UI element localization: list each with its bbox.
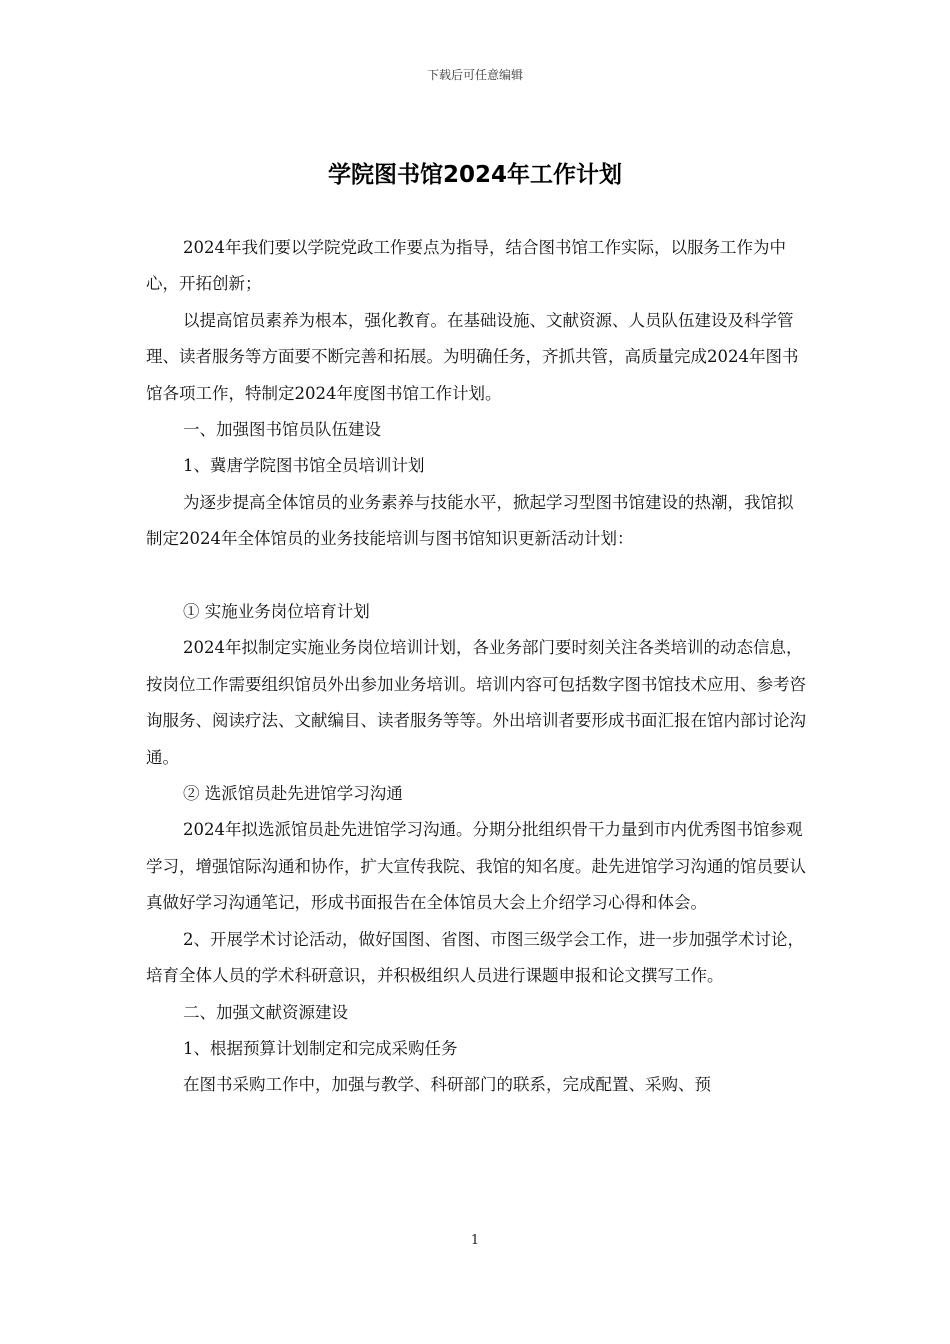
paragraph: 以提高馆员素养为根本，强化教育。在基础设施、文献资源、人员队伍建设及科学管理、读者服务等方面要不断完善和拓展。为明确任务，齐抓共管，高质量完成2024年图书馆各项工作，特制定2024年度图书馆工作计划。	[146, 310, 799, 403]
document-body	[146, 230, 806, 1104]
item-heading: ② 选派馆员赴先进馆学习沟通	[183, 784, 403, 804]
paragraph: 2、开展学术讨论活动，做好国图、省图、市图三级学会工作，进一步加强学术讨论，培育全体人员的学术科研意识，并积极组织人员进行课题申报和论文撰写工作。	[146, 929, 804, 986]
item-heading: ① 实施业务岗位培育计划	[183, 602, 370, 622]
paragraph: 为逐步提高全体馆员的业务素养与技能水平，掀起学习型图书馆建设的热潮，我馆拟制定2024年全体馆员的业务技能培训与图书馆知识更新活动计划：	[146, 492, 794, 549]
section-heading: 二、加强文献资源建设	[183, 1002, 348, 1022]
subsection-heading: 1、冀唐学院图书馆全员培训计划	[183, 456, 425, 476]
document-title: 学院图书馆2024年工作计划	[327, 162, 622, 188]
paragraph: 2024年拟选派馆员赴先进馆学习沟通。分期分批组织骨干力量到市内优秀图书馆参观学习，增强馆际沟通和协作，扩大宣传我院、我馆的知名度。赴先进馆学习沟通的馆员要认真做好学习沟通笔记，形成书面报告在全体馆员大会上介绍学习心得和体会。	[146, 820, 806, 913]
page-header: 下载后可任意编辑	[426, 68, 523, 82]
paragraph: 2024年拟制定实施业务岗位培训计划，各业务部门要时刻关注各类培训的动态信息，按岗位工作需要组织馆员外出参加业务培训。培训内容可包括数字图书馆技术应用、参考咨询服务、阅读疗法、文献编目、读者服务等等。外出培训者要形成书面汇报在馆内部讨论沟通。	[146, 638, 806, 767]
section-heading: 一、加强图书馆员队伍建设	[183, 420, 381, 440]
subsection-heading: 1、根据预算计划制定和完成采购任务	[183, 1038, 458, 1058]
paragraph: 在图书采购工作中，加强与教学、科研部门的联系，完成配置、采购、预	[183, 1075, 711, 1095]
page-number: 1	[470, 1233, 480, 1248]
blank-line	[146, 558, 806, 594]
paragraph: 2024年我们要以学院党政工作要点为指导，结合图书馆工作实际，以服务工作为中心，开拓创新；	[146, 238, 786, 294]
